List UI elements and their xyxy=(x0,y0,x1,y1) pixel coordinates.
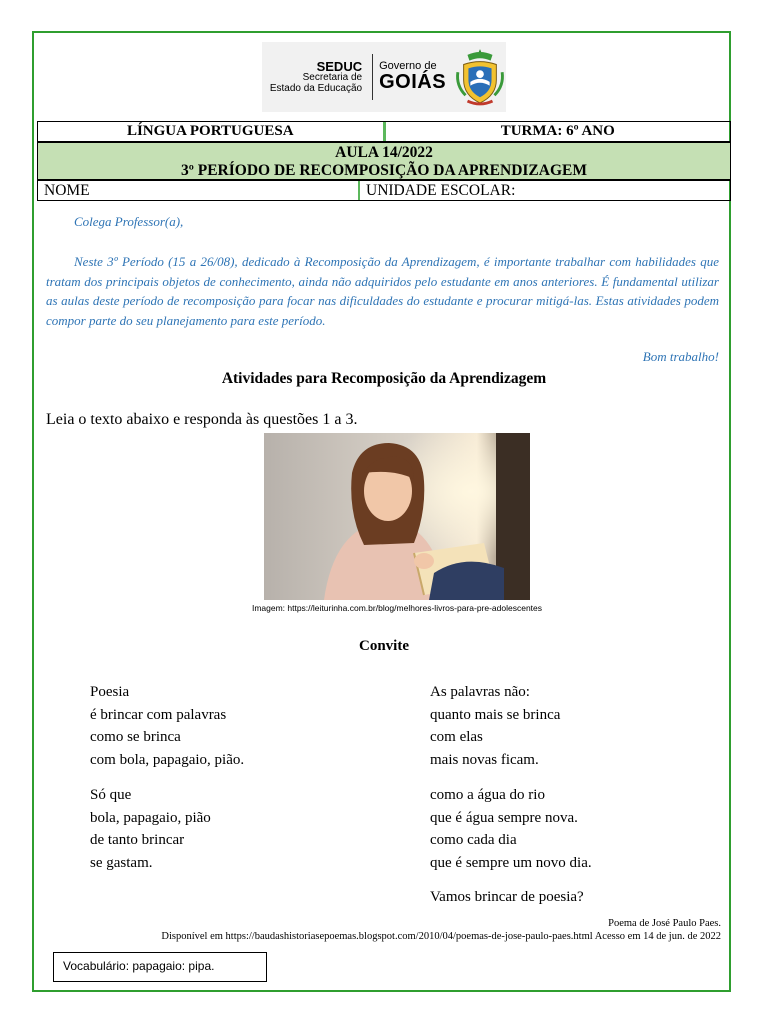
seduc-line2: Estado da Educação xyxy=(269,82,363,94)
poem-source-credit: Disponível em https://baudashistoriasepoemas.blogspot.com/2010/04/poemas-de-jose-paulo-paes.html Acesso em 14 de jun. de 2022 xyxy=(161,931,721,942)
poem-line: Vamos brincar de poesia? xyxy=(430,889,584,905)
seduc-logo xyxy=(262,60,368,95)
lesson-label: AULA 14/2022 xyxy=(335,144,433,161)
teacher-paragraph: Neste 3º Período (15 a 26/08), dedicado à Recomposição da Aprendizagem, é importante trabalhar com habilidades que tratam dos principais objetos de conhecimento, ainda não adquiridos pelo estudante em anos anteriores. É fundamental utilizar as aulas deste período de recomposição para focar nas dificuldades do estudante e procurar mitigá-las. Estas atividades podem compor parte do seu planejamento para este período. xyxy=(46,254,719,328)
period-label: 3º PERÍODO DE RECOMPOSIÇÃO DA APRENDIZAGEM xyxy=(181,162,587,179)
header-logo xyxy=(262,42,506,112)
class-label: TURMA: 6º ANO xyxy=(500,123,615,139)
vocabulary-box: Vocabulário: papagaio: pipa. xyxy=(53,952,267,982)
goias-logo xyxy=(377,61,446,94)
poem-stanza xyxy=(90,681,244,771)
teacher-greeting: Colega Professor(a), xyxy=(74,214,184,229)
seduc-name: SEDUC xyxy=(316,58,363,74)
seduc-line1: Secretaria de xyxy=(302,72,363,84)
student-row xyxy=(37,180,731,201)
poem-line: com bola, papagaio, pião. xyxy=(90,751,245,768)
poem-line: se gastam. xyxy=(90,854,153,871)
state-label: GOIÁS xyxy=(379,71,447,94)
poem-stanza xyxy=(430,784,592,874)
poem-line: com elas xyxy=(430,729,483,745)
poem-line: como a água do rio xyxy=(430,787,545,803)
poem-stanza xyxy=(90,784,211,874)
poem-line: que é água sempre nova. xyxy=(430,809,578,826)
poem-line: de tanto brincar xyxy=(90,832,185,848)
gov-label: Governo de xyxy=(379,59,437,72)
activities-title: Atividades para Recomposição da Aprendizagem xyxy=(221,370,547,387)
poem-line: Poesia xyxy=(90,684,130,700)
poem-line: que é sempre um novo dia. xyxy=(430,854,592,871)
poem-line: como cada dia xyxy=(430,832,517,848)
logo-divider xyxy=(372,54,373,100)
poem-line: As palavras não: xyxy=(430,684,530,700)
poem-author-credit: Poema de José Paulo Paes. xyxy=(608,918,721,929)
poem-line: como se brinca xyxy=(90,729,181,745)
image-caption: Imagem: https://leiturinha.com.br/blog/melhores-livros-para-pre-adolescentes xyxy=(251,603,543,613)
poem-line: mais novas ficam. xyxy=(430,751,539,768)
poem-line: bola, papagaio, pião xyxy=(90,809,211,826)
reading-girl-photo xyxy=(264,433,530,600)
poem-stanza xyxy=(430,681,560,771)
poem-line: Só que xyxy=(90,787,132,803)
poem-stanza xyxy=(430,886,584,909)
lesson-row xyxy=(37,142,731,180)
subject-row xyxy=(37,121,731,142)
school-field-label[interactable]: UNIDADE ESCOLAR: xyxy=(366,182,516,199)
instruction-text: Leia o texto abaixo e responda às questões 1 a 3. xyxy=(46,411,358,428)
teacher-sign-off: Bom trabalho! xyxy=(642,349,719,364)
coat-of-arms-icon xyxy=(454,46,506,108)
poem-line: é brincar com palavras xyxy=(90,706,227,723)
poem-title: Convite xyxy=(359,638,409,654)
name-field-label[interactable]: NOME xyxy=(38,181,360,200)
poem-line: quanto mais se brinca xyxy=(430,706,561,723)
subject-label: LÍNGUA PORTUGUESA xyxy=(38,122,386,141)
